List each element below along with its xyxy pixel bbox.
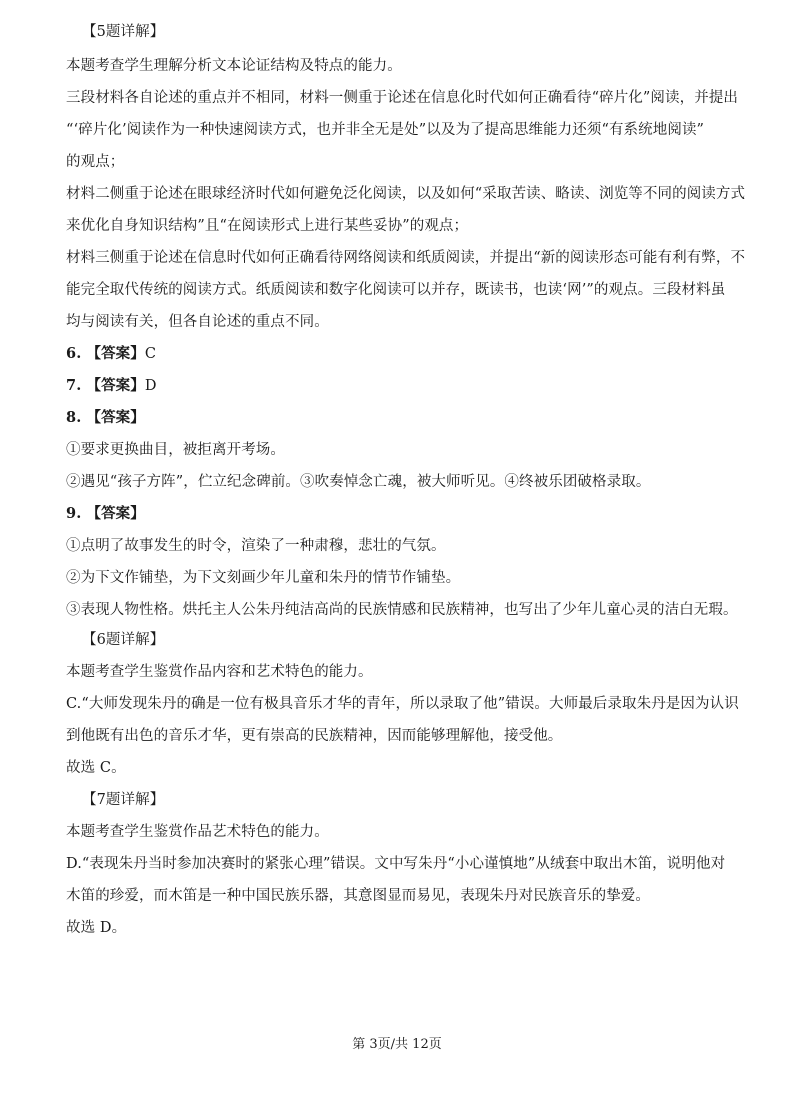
q7-conclusion: 故选 D。 [66, 920, 127, 936]
answer-9-line-1: ①点明了故事发生的时令，渲染了一种肃穆，悲壮的气氛。 [66, 538, 446, 554]
q7-paragraph-2-line-2: 木笛的珍爱，而木笛是一种中国民族乐器，其意图显而易见，表现朱丹对民族音乐的挚爱。 [66, 888, 650, 904]
q5-paragraph-4-line-1: 材料三侧重于论述在信息时代如何正确看待网络阅读和纸质阅读，并提出“新的阅读形态可能有利有弊，不 [66, 250, 746, 266]
answer-8-label: 8. 【答案】 [66, 409, 145, 426]
q6-heading: 【6题详解】 [82, 632, 165, 648]
answer-9-line-3: ③表现人物性格。烘托主人公朱丹纯洁高尚的民族情感和民族精神，也写出了少年儿童心灵的洁白无瑕。 [66, 602, 738, 618]
answer-7-label: 7. 【答案】 [66, 377, 145, 394]
answer-6-label: 6. 【答案】 [66, 345, 145, 362]
page-number: 第 3页/共 12页 [352, 1037, 442, 1052]
q5-paragraph-4-line-2: 能完全取代传统的阅读方式。纸质阅读和数字化阅读可以并存，既读书，也读‘网’”的观点。三段材料虽 [66, 282, 726, 298]
q5-paragraph-2-line-2: “‘碎片化’阅读作为一种快速阅读方式，也并非全无是处”以及为了提高思维能力还须“有系统地阅读” [66, 122, 705, 138]
q6-conclusion: 故选 C。 [66, 760, 126, 776]
answer-6 [66, 344, 156, 364]
answer-6-value: C [144, 346, 157, 362]
q5-paragraph-4-line-3: 均与阅读有关，但各自论述的重点不同。 [66, 314, 329, 330]
answer-7-value: D [144, 378, 157, 394]
q6-paragraph-1: 本题考查学生鉴赏作品内容和艺术特色的能力。 [66, 664, 373, 680]
q7-heading: 【7题详解】 [82, 792, 165, 808]
q7-paragraph-2-line-1: D.“表现朱丹当时参加决赛时的紧张心理”错误。文中写朱丹“小心谨慎地”从绒套中取出木笛，说明他对 [66, 856, 726, 872]
q5-paragraph-3-line-2: 来优化自身知识结构”且“在阅读形式上进行某些妥协”的观点； [66, 218, 469, 234]
q5-paragraph-2-line-1: 三段材料各自论述的重点并不相同，材料一侧重于论述在信息化时代如何正确看待“碎片化”阅读，并提出 [66, 90, 739, 106]
answer-8-line-1: ①要求更换曲目，被拒离开考场。 [66, 442, 285, 458]
answer-8-line-2: ②遇见“孩子方阵”，伫立纪念碑前。③吹奏悼念亡魂，被大师听见。④终被乐团破格录取。 [66, 474, 651, 490]
q6-paragraph-2-line-2: 到他既有出色的音乐才华，更有崇高的民族精神，因而能够理解他，接受他。 [66, 728, 563, 744]
q6-paragraph-2-line-1: C.“大师发现朱丹的确是一位有极具音乐才华的青年，所以录取了他”错误。大师最后录取朱丹是因为认识 [66, 696, 739, 712]
q5-paragraph-1: 本题考查学生理解分析文本论证结构及特点的能力。 [66, 58, 402, 74]
answer-9-line-2: ②为下文作铺垫，为下文刻画少年儿童和朱丹的情节作铺垫。 [66, 570, 461, 586]
answer-7 [66, 376, 157, 396]
answer-9-label: 9. 【答案】 [66, 505, 145, 522]
q7-paragraph-1: 本题考查学生鉴赏作品艺术特色的能力。 [66, 824, 329, 840]
q5-heading: 【5题详解】 [82, 24, 165, 40]
q5-paragraph-3-line-1: 材料二侧重于论述在眼球经济时代如何避免泛化阅读，以及如何“采取苦读、略读、浏览等不同的阅读方式 [66, 186, 746, 202]
q5-paragraph-2-line-3: 的观点； [66, 154, 125, 170]
